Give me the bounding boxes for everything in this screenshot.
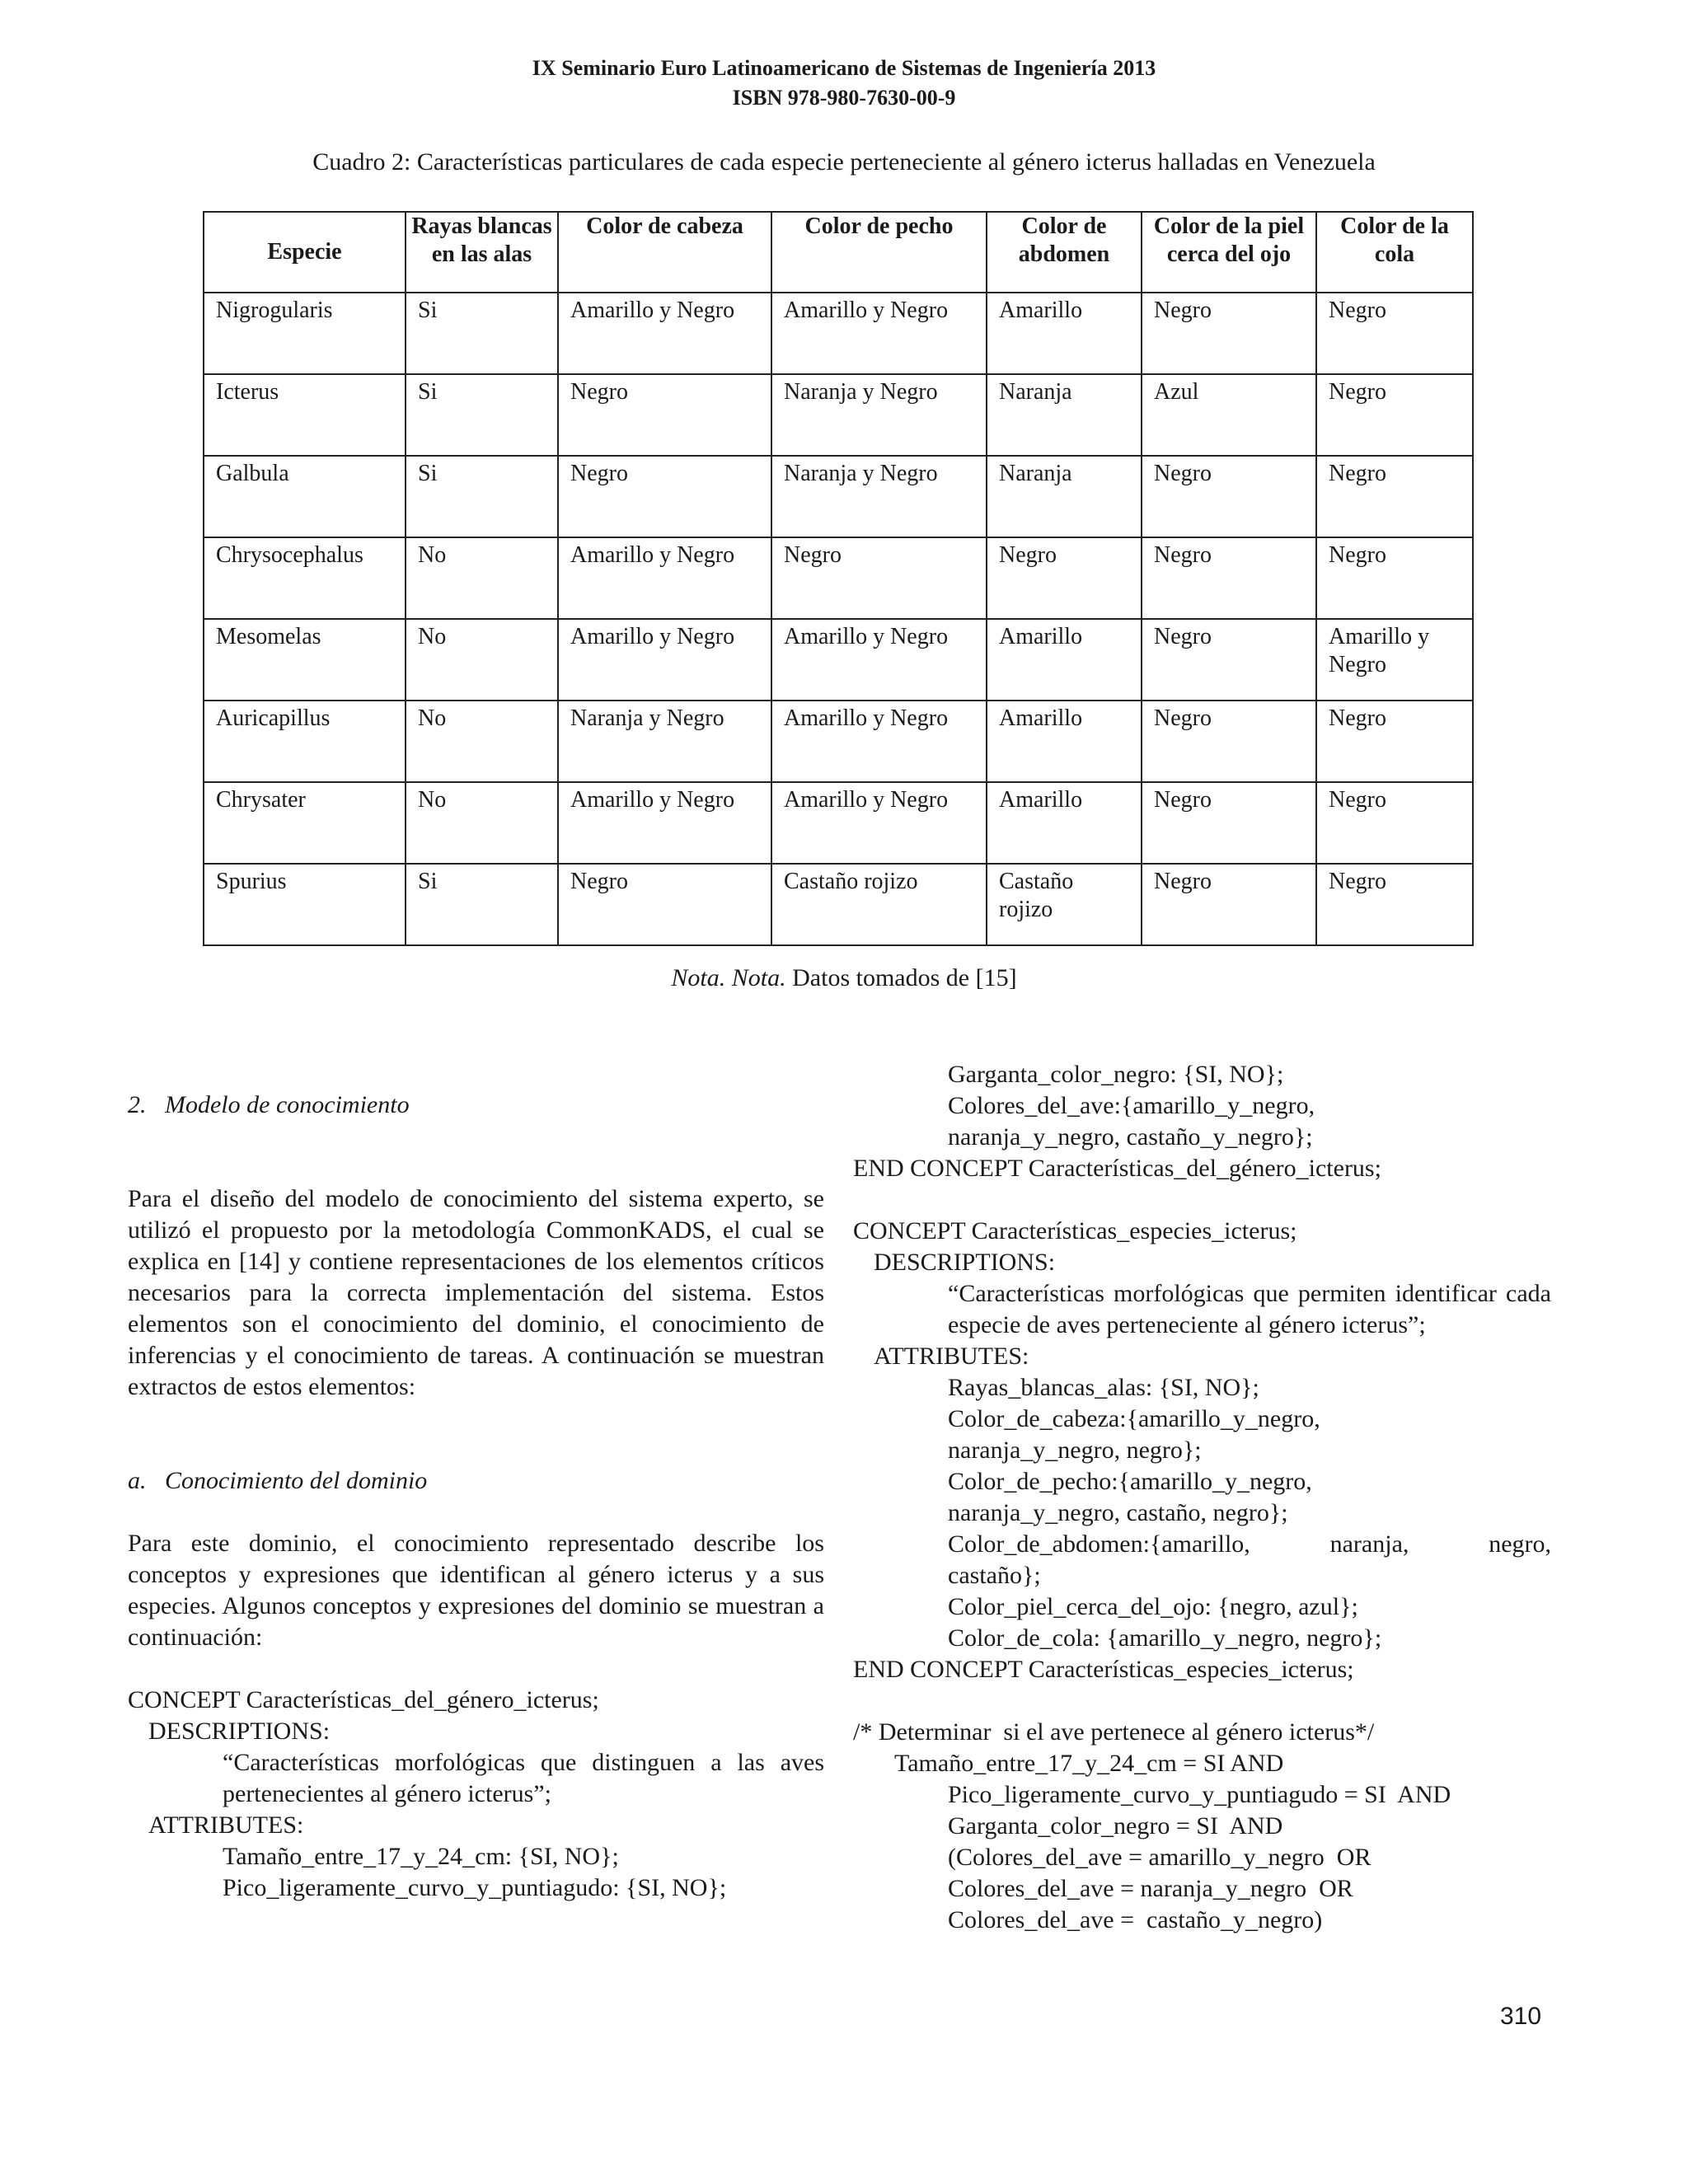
table-cell: Negro: [1316, 374, 1473, 456]
descriptions-label: DESCRIPTIONS:: [874, 1249, 1056, 1276]
genus-concept-block: [128, 1685, 824, 1904]
rule-line: (Colores_del_ave = amarillo_y_negro OR: [948, 1844, 1372, 1871]
table-cell: Chrysater: [204, 782, 406, 864]
concept-attribute: castaño};: [948, 1562, 1041, 1589]
left-column: [128, 1090, 824, 1904]
conference-title: IX Seminario Euro Latinoamericano de Sistemas de Ingeniería 2013: [532, 56, 1156, 80]
descriptions-label: DESCRIPTIONS:: [148, 1718, 331, 1745]
table-row: [204, 864, 1473, 945]
header-cabeza: Color de cabeza: [558, 212, 771, 293]
table-cell: Amarillo y Negro: [771, 619, 987, 701]
table-cell: Naranja: [987, 374, 1142, 456]
species-table: [203, 211, 1474, 946]
table-cell: Negro: [1142, 293, 1316, 374]
table-cell: Amarillo y Negro: [1316, 619, 1473, 701]
table-cell: Mesomelas: [204, 619, 406, 701]
table-cell: Galbula: [204, 456, 406, 537]
table-cell: Negro: [1142, 864, 1316, 945]
table-header-row: [204, 212, 1473, 293]
table-row: [204, 619, 1473, 701]
concept-attribute: Rayas_blancas_alas: {SI, NO};: [948, 1374, 1259, 1401]
table-row: [204, 374, 1473, 456]
attributes-label: ATTRIBUTES:: [874, 1343, 1029, 1370]
header-rayas: Rayas blancas en las alas: [406, 212, 558, 293]
table-cell: Auricapillus: [204, 701, 406, 782]
concept-attribute: naranja_y_negro, castaño_y_negro};: [948, 1123, 1313, 1151]
attributes-label: ATTRIBUTES:: [148, 1811, 304, 1839]
species-concept-block: [853, 1216, 1551, 1685]
table-row: [204, 456, 1473, 537]
rule-line: Pico_ligeramente_curvo_y_puntiagudo = SI AND: [948, 1781, 1451, 1808]
table-cell: Negro: [1142, 456, 1316, 537]
table-cell: Amarillo: [987, 782, 1142, 864]
table-cell: Negro: [1142, 619, 1316, 701]
table-cell: Naranja y Negro: [558, 701, 771, 782]
concept-description: “Características morfológicas que distinguen a las aves pertenecientes al género icterus”;: [223, 1749, 824, 1807]
table-cell: Negro: [1142, 782, 1316, 864]
concept-end: END CONCEPT Características_del_género_icterus;: [853, 1155, 1381, 1182]
table-cell: Naranja y Negro: [771, 456, 987, 537]
table-cell: Negro: [558, 456, 771, 537]
table-cell: Amarillo y Negro: [771, 293, 987, 374]
table-row: [204, 293, 1473, 374]
table-cell: Nigrogularis: [204, 293, 406, 374]
concept-attribute: naranja_y_negro, negro};: [948, 1436, 1202, 1464]
table-cell: Negro: [987, 537, 1142, 619]
concept-attribute: Color_de_abdomen:{amarillo, naranja, negro,: [948, 1530, 1551, 1558]
table-cell: Si: [406, 374, 558, 456]
concept-attribute: Pico_ligeramente_curvo_y_puntiagudo: {SI, NO};: [223, 1874, 727, 1901]
concept-attribute: Color_piel_cerca_del_ojo: {negro, azul};: [948, 1593, 1358, 1620]
table-cell: No: [406, 537, 558, 619]
rule-block: [853, 1717, 1551, 1936]
table-cell: No: [406, 782, 558, 864]
note-source: Datos tomados de [15]: [785, 964, 1017, 991]
table-cell: Si: [406, 293, 558, 374]
concept-attribute: Color_de_cola: {amarillo_y_negro, negro};: [948, 1624, 1382, 1652]
concept-attribute: Color_de_pecho:{amarillo_y_negro,: [948, 1468, 1312, 1495]
right-column: [853, 1059, 1551, 1936]
table-caption: Cuadro 2: Características particulares de cada especie perteneciente al género icterus halladas en Venezuela: [312, 148, 1376, 176]
header-piel-ojo: Color de la piel cerca del ojo: [1142, 212, 1316, 293]
rule-line: Colores_del_ave = castaño_y_negro): [948, 1906, 1323, 1933]
header-pecho: Color de pecho: [771, 212, 987, 293]
table-cell: Amarillo: [987, 619, 1142, 701]
concept-title: CONCEPT Características_del_género_icterus;: [128, 1686, 599, 1713]
concept-attribute: Colores_del_ave:{amarillo_y_negro,: [948, 1092, 1315, 1119]
rule-line: Colores_del_ave = naranja_y_negro OR: [948, 1875, 1353, 1902]
table-cell: Negro: [1316, 864, 1473, 945]
table-cell: Amarillo y Negro: [558, 782, 771, 864]
table-cell: Amarillo y Negro: [558, 619, 771, 701]
table-cell: Negro: [558, 374, 771, 456]
table-cell: No: [406, 619, 558, 701]
concept-title: CONCEPT Características_especies_icterus;: [853, 1217, 1297, 1244]
table-cell: Negro: [1316, 782, 1473, 864]
table-cell: Amarillo y Negro: [558, 537, 771, 619]
intro-paragraph: Para el diseño del modelo de conocimiento del sistema experto, se utilizó el propuesto por la metodología CommonKADS, el cual se explica en [14] y contiene representaciones de los elementos críticos necesarios para la correcta implementación del sistema. Estos elementos son el conocimiento del dominio, el conocimiento de inferencias y el conocimiento de tareas. A continuación se muestran extractos de estos elementos:: [128, 1185, 824, 1400]
header-cola: Color de la cola: [1316, 212, 1473, 293]
isbn-line: ISBN 978-980-7630-00-9: [732, 86, 956, 110]
table-cell: Spurius: [204, 864, 406, 945]
concept-attribute: naranja_y_negro, castaño, negro};: [948, 1499, 1288, 1526]
table-cell: Amarillo y Negro: [771, 701, 987, 782]
table-cell: Azul: [1142, 374, 1316, 456]
section-heading: 2. Modelo de conocimiento: [128, 1091, 410, 1118]
header-especie: Especie: [204, 212, 406, 293]
concept-attribute: Garganta_color_negro: {SI, NO};: [948, 1061, 1284, 1088]
table-cell: Negro: [1316, 293, 1473, 374]
table-cell: Si: [406, 864, 558, 945]
table-cell: Naranja y Negro: [771, 374, 987, 456]
table-cell: Si: [406, 456, 558, 537]
table-cell: Amarillo: [987, 293, 1142, 374]
concept-attribute: Color_de_cabeza:{amarillo_y_negro,: [948, 1405, 1320, 1432]
table-cell: Negro: [771, 537, 987, 619]
table-cell: Negro: [558, 864, 771, 945]
page-number: 310: [1500, 2003, 1542, 2030]
table-cell: Castaño rojizo: [987, 864, 1142, 945]
subsection-heading: a. Conocimiento del dominio: [128, 1467, 428, 1494]
table-cell: Negro: [1316, 701, 1473, 782]
table-cell: Castaño rojizo: [771, 864, 987, 945]
table-cell: Negro: [1142, 537, 1316, 619]
header-abdomen: Color de abdomen: [987, 212, 1142, 293]
table-cell: Amarillo y Negro: [771, 782, 987, 864]
table-cell: Amarillo y Negro: [558, 293, 771, 374]
concept-attribute: Tamaño_entre_17_y_24_cm: {SI, NO};: [223, 1843, 619, 1870]
domain-paragraph: Para este dominio, el conocimiento representado describe los conceptos y expresiones que identifican al género icterus y a sus especies. Algunos conceptos y expresiones del dominio se muestran a continuación:: [128, 1530, 824, 1651]
table-cell: Icterus: [204, 374, 406, 456]
table-row: [204, 782, 1473, 864]
table-cell: Chrysocephalus: [204, 537, 406, 619]
table-cell: Negro: [1316, 537, 1473, 619]
table-cell: No: [406, 701, 558, 782]
rule-line: Garganta_color_negro = SI AND: [948, 1812, 1283, 1840]
table-cell: Negro: [1142, 701, 1316, 782]
table-cell: Naranja: [987, 456, 1142, 537]
concept-end: END CONCEPT Características_especies_icterus;: [853, 1656, 1354, 1683]
table-cell: Amarillo: [987, 701, 1142, 782]
table-row: [204, 701, 1473, 782]
table-note: [0, 964, 1688, 992]
table-row: [204, 537, 1473, 619]
table-cell: Negro: [1316, 456, 1473, 537]
rule-comment: /* Determinar si el ave pertenece al género icterus*/: [853, 1718, 1375, 1746]
concept-description: “Características morfológicas que permiten identificar cada especie de aves perteneciente al género icterus”;: [948, 1280, 1551, 1338]
rule-line: Tamaño_entre_17_y_24_cm = SI AND: [894, 1750, 1284, 1777]
note-label: Nota. Nota.: [671, 964, 786, 991]
